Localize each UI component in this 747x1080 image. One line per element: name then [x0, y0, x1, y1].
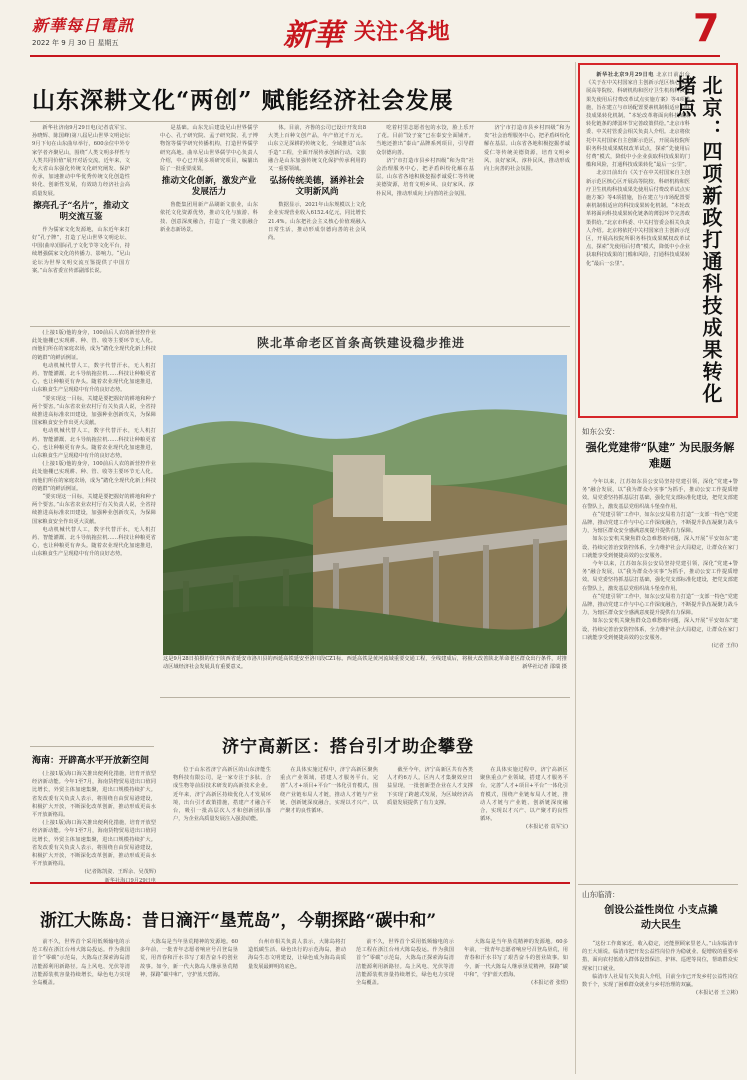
jining-para-3: 截至今年，济宁高新区共有各类人才约6万人。区内人才集聚效应日益显现，一批创新型企业在人才支撑下实现了跨越式发展，为区域经济高质量发展提供了有力支撑。	[387, 767, 473, 806]
beijing-headline: 北京：四项新政打通科技成果转化堵点	[673, 75, 723, 405]
charity-rule	[578, 884, 738, 885]
date-line: 2022 年 9 月 30 日 星期五	[32, 39, 119, 47]
lead-col-3-para: 体。目前，齐鲁的公司已设计开发出8大类上百种文创产品，年产值过千万元。山东立足深耕的传统文化，全域推进“山东手造”工程，全面开展传承创新行动。文旅融合是山东加强传统文化保护传承利用的又一重要领域。	[268, 125, 366, 173]
section-title: 关注·各地	[354, 19, 450, 45]
beijing-para-b: 北京日前出台《关于在中关村国家自主创新示范区核心区开展高等院校、科研机构和医疗卫生机构科技成果先使用后付费改革试点实施方案》等4项措施，旨在建立与市场配置要素机制相适应的科技成果转化机制。“本轮改革将面向科技成果转化链条的薄弱环节完善政策供给。”北京市科委、中关村管委会相关负责人介绍。北京将依托中关村国家自主创新示范区，开展高校院所职务科技成果赋权改革试点，探索“先使用后付费”模式，降低中小企业获取科技成果的门槛和风险，打通科技成果转化“最后一公里”。	[586, 170, 690, 267]
team-para-3: 如东公安机关聚焦群众急难愁盼问题，深入开展“平安如东”建设，持续完善治安防控体系，全力维护社会大局稳定，让群众在家门口就能享受到便捷高效的公安服务。	[582, 536, 738, 559]
railway-photo-illustration	[163, 355, 567, 655]
charity-para-2: 临清市人社局有关负责人介绍，目前全市已开发乡村公益性岗位数千个，实现了困难群众就业与乡村治理的双赢。	[582, 973, 738, 989]
continuation-para-5: (上接1版)他的身旁，100前后人农的新营控作业此处施棚已实现耕、种、管、收等主要环节无人化。而他们所在的家庭农场，成为“踏化全现代化新上科技的链群”的鲜活例证。	[32, 461, 156, 492]
jining-para-2: 在具体实施过程中，济宁高新区聚焦重点产业领域，搭建人才服务平台，完善“人才+项目+平台”一体化引育模式，围绕产业链布局人才链，推动人才链与产业链、创新链深度融合，实现以才兴产、以产聚才的良性循环。	[280, 767, 378, 815]
hainan-credit: (记者陈凯姿、王晖余、吴茂辉) 新华社海口9月29日电	[84, 869, 156, 884]
lead-subhead-2: 推动文化创新，激发产业发展活力	[161, 176, 257, 198]
lead-bottom-rule	[30, 326, 570, 327]
charity-credit: (本报记者 王立彬)	[695, 990, 738, 997]
lead-subhead-1: 擦亮孔子“名片”，推动文明交流互鉴	[33, 200, 129, 222]
team-kicker: 如东公安：	[582, 427, 620, 436]
lead-headline: 山东深耕文化“两创” 赋能经济社会发展	[32, 87, 454, 114]
beijing-dateline: 新华社北京9月29日电	[596, 72, 655, 78]
zhejiang-col-2	[140, 938, 238, 1074]
jining-col-3	[387, 766, 473, 878]
zhejiang-credit: (本报记者 张煜)	[531, 980, 568, 987]
zhejiang-para-2: 大陈岛是当年垦荒精神的发源地。60多年前，一批青年志愿者响应号召登岛垦荒，用青春和汗水书写了艰苦奋斗的创业故事。如今，新一代大陈岛人继承垦荒精神，探路“碳中和”，守护蓝天碧海。	[140, 939, 238, 978]
lead-col-2-para-b: 鲁能集团用新产品刷新文旅业，山东依托文化资源优势，推动文化与旅游、科技、创意深度融合，打造了一批文旅融合新业态新场景。	[160, 202, 258, 233]
photo-title: 陕北革命老区首条高铁建设稳步推进	[256, 336, 465, 350]
zhejiang-col-5	[464, 938, 568, 1074]
lead-col-1-para: 新华社济南9月29日电(记者袁军宝、孙晓辉、陈国峰)第八届尼山世界文明论坛9月下旬在山东曲阜举行，600余位中外专家学者齐聚尼山，围绕“人类文明多样性与人类共同价值”展开对话交流。近年来，文化大省山东强化传统文化研究阐发、保护传承，加速推动中华优秀传统文化创造性转化、创新性发展，有效助力经济社会高质量发展。	[32, 125, 130, 197]
paper-logo: 新華每日電訊	[32, 16, 135, 35]
masthead-rule	[30, 55, 720, 57]
lead-col-2	[160, 124, 258, 324]
hainan-rule	[30, 746, 154, 747]
team-headline	[582, 440, 738, 472]
zhejiang-rule	[30, 882, 570, 884]
zhejiang-col-4	[356, 938, 454, 1074]
right-column-divider	[575, 62, 576, 1074]
team-para-2: 在“党建引领”工作中，如东公安局着力打造“一支部一特色”党建品牌，推动党建工作与中心工作深度融合，不断提升队伍凝聚力战斗力，为辖区群众安全感满意度提升提供有力保障。	[582, 511, 738, 535]
team-para-4: 今年以来，江苏如东县公安局坚持党建引领，深化“党建+警务”融合发展，以“我为群众办实事”为抓手，推动公安工作提质增效。局党委坚持抓基层打基础，强化党支部标准化建设，把党支部建在警队上，激发基层党组织战斗堡垒作用。	[582, 561, 738, 592]
lead-col-1-para-b: 作为儒家文化发源地，山东近年来打好“孔子牌”，打造了尼山世界文明论坛、中国(曲阜)国际孔子文化节等文化平台，持续增强儒家文化的传播力、影响力。“尼山论坛为世界文明交流互鉴提供了中国方案。”山东省委宣传部副部长说。	[32, 226, 130, 274]
jining-col-4	[480, 766, 568, 878]
lead-col-5-para: 济宁市打造市县乡村四级“和为贵”社会治理服务中心，把矛盾纠纷化解在基层。山东省各地积极挖掘孝诚爱仁等传统美德资源，培育文明乡风、良好家风、淳朴民风，推动形成向上向善的社会氛围。	[484, 125, 570, 173]
zhejiang-para-1: 前不久，世界首个采用低频输电的示范工程在浙江台州大陈岛投运。作为我国首个“零碳”示范岛，大陈岛正探索海岛清洁能源利用新路径。岛上风电、光伏等清洁能源装机容量持续增长，绿色电力实现全岛覆盖。	[32, 939, 130, 987]
continuation-para-4: 电动机械代替人工，数字代替汗水，无人机打药、智能灌溉、北斗导航拖拉机……科技让种粮更省心，也让种粮更有奔头。随着农业现代化加速推进，山东粮食生产呈现稳中有升的良好态势。	[32, 428, 156, 460]
charity-para-1: “这份工作离家近，收入稳定，还能照顾家里老人。”山东临清市的王大姐说。临清市把开发公益性岗位作为稳就业、促增收的重要举措，面向农村低收入群体设置保洁、护林、巡逻等岗位，帮助群众实现家门口就业。	[582, 941, 738, 972]
hainan-body	[32, 770, 156, 884]
lead-col-3-para-b: 数据显示，2021年山东规模以上文化企业实现营业收入6152.4亿元，同比增长21.4%。山东把社会主义核心价值观融入日常生活，推动形成崇德向善的社会风尚。	[268, 202, 366, 242]
lead-col-3	[268, 124, 366, 324]
jining-rule	[160, 697, 570, 698]
lead-col-4-para-b: 济宁市打造市县乡村四级“和为贵”社会治理服务中心，把矛盾纠纷化解在基层。山东省各地积极挖掘孝诚爱仁等传统美德资源，培育文明乡风、良好家风、淳朴民风，推动形成向上向善的社会氛围。	[376, 157, 474, 197]
jining-credit: (本报记者 袁军宝)	[525, 824, 568, 831]
jining-para-4: 在具体实施过程中，济宁高新区聚焦重点产业领域，搭建人才服务平台，完善“人才+项目+平台”一体化引育模式，围绕产业链布局人才链，推动人才链与产业链、创新链深度融合，实现以才兴产、以产聚才的良性循环。	[480, 767, 568, 823]
jining-col-2	[280, 766, 378, 878]
team-credit: (记者 王伟)	[711, 643, 738, 650]
charity-headline: 创设公益性岗位 小支点撬动大民生	[604, 905, 718, 931]
continuation-para-1: (上接1版)他的身旁，100前后人农的新营控作业此处施棚已实现耕、种、管、收等主要环节无人化。而他们所在的家庭农场，成为“踏化全现代化新上科技的链群”的鲜活例证。	[32, 330, 156, 361]
continuation-para-3: “要实现这一目标，关键是要把握好的耕地和种子两个要害。”山东省农业农村厅有关负责人说，全省持续推进高标准农田建设，加强种业创新攻关，为保障国家粮食安全作出更大贡献。	[32, 395, 156, 427]
continuation-col	[32, 329, 156, 745]
lead-col-4-para: 吃着村里志愿者包的水饺，脸上乐开了花。目前“饺子宴”已在泰安全面铺开。当地还推出“泰山”品牌系列项目，引导群众崇德向善。	[376, 125, 474, 156]
photo-caption-text: 这是9月28日拍摄的位于陕西省延安市洛川县的西延高铁延安至洛川段CZ1标。西延高铁是黄河流域重要交通工程，全线建成后，将极大改善陕北革命老区群众出行条件，对推动区域经济社会发展具有重要意义。	[163, 656, 567, 670]
team-para-6: 如东公安机关聚焦群众急难愁盼问题，深入开展“平安如东”建设，持续完善治安防控体系，全力维护社会大局稳定，让群众在家门口就能享受到便捷高效的公安服务。	[582, 618, 738, 641]
lead-col-4	[376, 124, 474, 324]
beijing-body	[586, 71, 690, 411]
jining-para-1: 位于山东省济宁高新区的山东济能生物科技有限公司，是一家专注于多肽、合成生物等前沿技术研发的高新技术企业。近年来，济宁高新区持续优化人才发展环境，出台引才政策措施，搭建产才融合平台，吸引一批高层次人才和创新团队落户，为企业高质量发展注入强劲动能。	[173, 767, 271, 823]
photo-credit: 新华社记者 邵瑞 摄	[522, 663, 567, 670]
continuation-para-7: 电动机械代替人工，数字代替汗水，无人机打药、智能灌溉、北斗导航拖拉机……科技让种粮更省心，也让种粮更有奔头。随着农业现代化加速推进，山东粮食生产呈现稳中有升的良好态势。	[32, 526, 156, 558]
jining-col-1	[173, 766, 271, 878]
masthead	[0, 0, 747, 56]
lead-col-2-para: 是基础。山东先后建设尼山世界儒学中心、孔子研究院、孟子研究院、孔子博物馆等儒学研究传播机构，打造世界儒学研究高地。曲阜尼山世界儒学中心负责人介绍，中心已开展多项研究项目，编纂出版了一批重要成果。	[160, 125, 258, 173]
hainan-headline: 海南：开辟高水平开放新空间	[32, 756, 150, 766]
zhejiang-para-4: 前不久，世界首个采用低频输电的示范工程在浙江台州大陈岛投运。作为我国首个“零碳”示范岛，大陈岛正探索海岛清洁能源利用新路径。岛上风电、光伏等清洁能源装机容量持续增长，绿色电力实现全岛覆盖。	[356, 939, 454, 987]
zhejiang-col-1	[32, 938, 130, 1074]
zhejiang-para-3: 台州市相关负责人表示，大陈岛将打造低碳生活、绿色出行的示范海岛，推动海岛生态文明建设，让绿色成为海岛高质量发展最鲜明的底色。	[248, 939, 346, 970]
team-para-1: 今年以来，江苏如东县公安局坚持党建引领，深化“党建+警务”融合发展，以“我为群众办实事”为抓手，推动公安工作提质增效。局党委坚持抓基层打基础，强化党支部标准化建设，把党支部建在警队上，激发基层党组织战斗堡垒作用。	[582, 479, 738, 510]
lead-col-1	[32, 124, 130, 324]
hainan-para-b: (上接1版)海口海关推出便利化措施，培育开放型经济新动能。今年1至7月，海南货物贸易进出口值同比增长，外贸主体加速集聚，进出口规模持续扩大。省发改委有关负责人表示，将围绕自由贸易港建设，积极扩大开放，不断深化改革创新，推动形成更高水平开放新格局。	[32, 820, 156, 868]
team-para-5: 在“党建引领”工作中，如东公安局着力打造“一支部一特色”党建品牌，推动党建工作与中心工作深度融合，不断提升队伍凝聚力战斗力，为辖区群众安全感满意度提升提供有力保障。	[582, 593, 738, 617]
hainan-para: (上接1版)海口海关推出便利化措施，培育开放型经济新动能。今年1至7月，海南货物贸易进出口值同比增长，外贸主体加速集聚，进出口规模持续扩大。省发改委有关负责人表示，将围绕自由贸易港建设，积极扩大开放，不断深化改革创新，推动形成更高水平开放新格局。	[32, 771, 156, 819]
jining-headline: 济宁高新区：搭台引才助企攀登	[222, 737, 474, 757]
team-body	[582, 478, 738, 880]
charity-body	[582, 940, 738, 1074]
lead-rule	[30, 121, 570, 122]
lead-col-5	[484, 124, 570, 324]
page-number: 7	[693, 6, 720, 50]
zhejiang-headline: 浙江大陈岛：昔日滴汗“垦荒岛”，今朝探路“碳中和”	[40, 911, 437, 931]
charity-kicker: 山东临清：	[582, 890, 620, 899]
beijing-text: 北京日前出台《关于在中关村国家自主创新示范区核心区开展高等院校、科研机构和医疗卫生机构科技成果先使用后付费改革试点实施方案》等4项措施，旨在建立与市场配置要素机制相适应的科技成果转化机制。“本轮改革将面向科技成果转化链条的薄弱环节完善政策供给。”北京市科委、中关村管委会相关负责人介绍。北京将依托中关村国家自主创新示范区，开展高校院所职务科技成果赋权改革试点，探索“先使用后付费”模式，降低中小企业获取科技成果的门槛和风险，打通科技成果转化“最后一公里”。	[586, 72, 690, 169]
railway-photo	[163, 355, 567, 655]
zhejiang-col-3	[248, 938, 346, 1074]
continuation-para-6: “要实现这一目标，关键是要把握好的耕地和种子两个要害。”山东省农业农村厅有关负责人说，全省持续推进高标准农田建设，加强种业创新攻关，为保障国家粮食安全作出更大贡献。	[32, 494, 156, 525]
photo-caption	[163, 656, 567, 694]
section-brand: 新華	[283, 18, 343, 53]
team-headline-text: 强化党建带“队建” 为民服务解难题	[585, 441, 735, 470]
continuation-para-2: 电动机械代替人工，数字代替汗水，无人机打药、智能灌溉、北斗导航拖拉机……科技让种粮更省心，也让种粮更有奔头。随着农业现代化加速推进，山东粮食生产呈现稳中有升的良好态势。	[32, 362, 156, 394]
lead-subhead-3: 弘扬传统美德，涵养社会文明新风尚	[269, 176, 365, 198]
zhejiang-para-5: 大陈岛是当年垦荒精神的发源地。60多年前，一批青年志愿者响应号召登岛垦荒，用青春和汗水书写了艰苦奋斗的创业故事。如今，新一代大陈岛人继承垦荒精神，探路“碳中和”，守护蓝天碧海。	[464, 939, 568, 978]
beijing-box	[578, 63, 738, 418]
